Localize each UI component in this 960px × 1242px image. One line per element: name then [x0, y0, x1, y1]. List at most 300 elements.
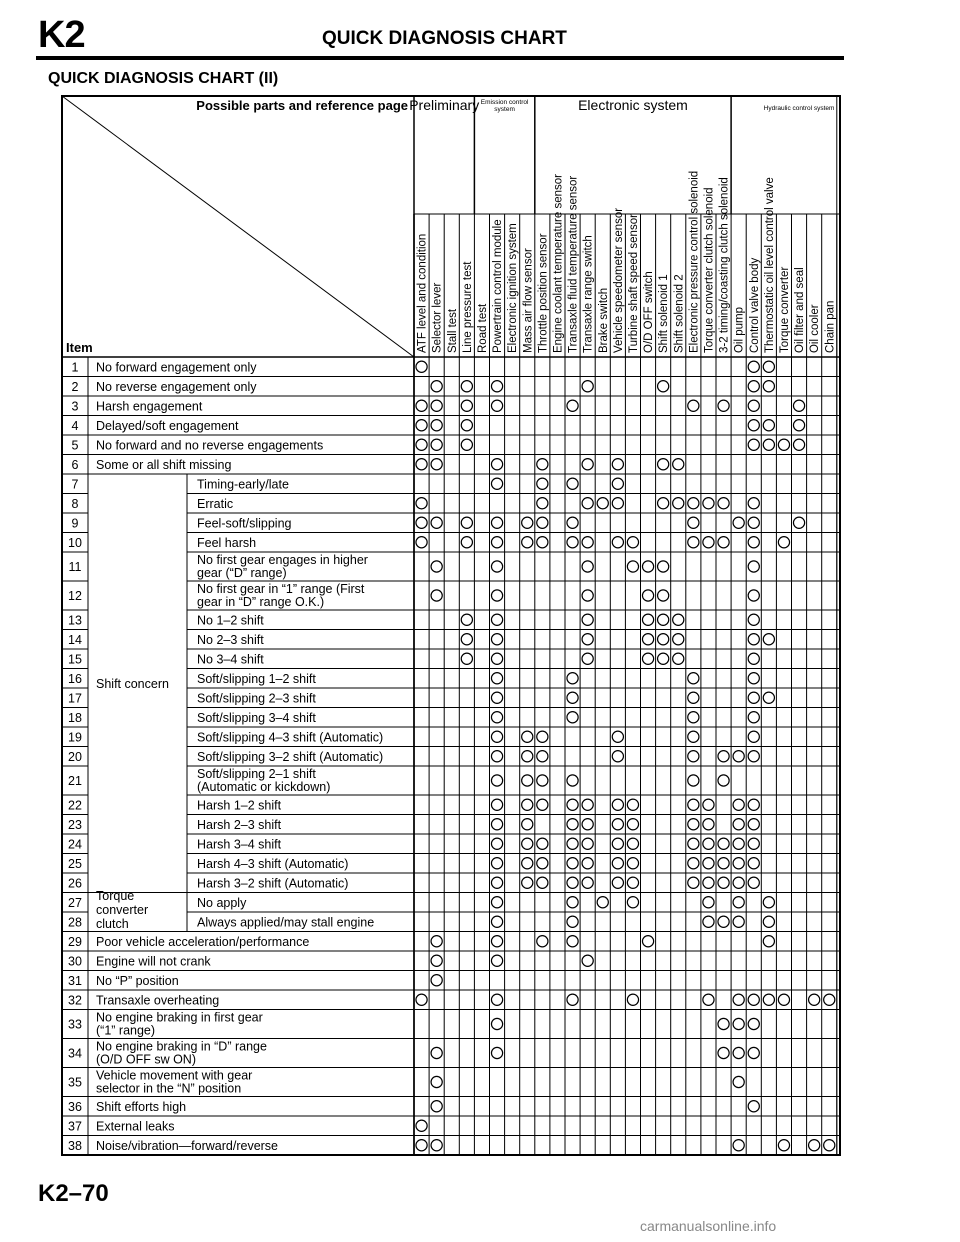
marker-circle: [491, 799, 502, 810]
marker-circle: [688, 692, 699, 703]
marker-circle: [491, 653, 502, 664]
marker-circle: [491, 1018, 502, 1029]
row-number: 23: [68, 817, 82, 832]
column-label: Thermostatic oil level control valve: [763, 177, 776, 353]
marker-circle: [748, 498, 759, 509]
marker-circle: [597, 498, 608, 509]
subgroup-label: clutch: [96, 917, 129, 931]
marker-circle: [461, 634, 472, 645]
row-number: 2: [71, 379, 79, 394]
row-label: No engine braking in “D” range (O/D OFF sw ON): [96, 1039, 267, 1067]
marker-circle: [567, 775, 578, 786]
marker-circle: [567, 799, 578, 810]
marker-circle: [733, 1018, 744, 1029]
row-number: 8: [71, 496, 79, 511]
row-label: No 1–2 shift: [197, 613, 264, 628]
column-label: Shift solenoid 2: [673, 274, 686, 353]
marker-circle: [612, 478, 623, 489]
marker-circle: [748, 1047, 759, 1058]
column-label: Torque converter: [778, 266, 791, 353]
marker-circle: [537, 799, 548, 810]
subgroup-label: Torque: [96, 889, 135, 903]
marker-circle: [416, 498, 427, 509]
marker-circle: [733, 517, 744, 528]
row-number: 25: [68, 856, 82, 871]
row-label: Soft/slipping 3–4 shift: [197, 710, 316, 725]
marker-circle: [763, 361, 774, 372]
column-label: Control valve body: [748, 257, 761, 353]
marker-circle: [658, 381, 669, 392]
marker-circle: [582, 838, 593, 849]
marker-circle: [642, 590, 653, 601]
marker-circle: [733, 1047, 744, 1058]
row-number: 31: [68, 973, 82, 988]
marker-circle: [733, 799, 744, 810]
marker-circle: [582, 498, 593, 509]
marker-circle: [491, 459, 502, 470]
column-label: Chain pan: [824, 300, 837, 353]
marker-circle: [491, 775, 502, 786]
marker-circle: [431, 1101, 442, 1112]
item-header: Item: [66, 340, 93, 355]
marker-circle: [431, 1140, 442, 1151]
marker-circle: [763, 916, 774, 927]
marker-circle: [537, 517, 548, 528]
row-label: Feel harsh: [197, 535, 257, 550]
marker-circle: [537, 459, 548, 470]
marker-circle: [491, 936, 502, 947]
marker-circle: [582, 858, 593, 869]
row-number: 20: [68, 749, 82, 764]
marker-circle: [793, 420, 804, 431]
column-label: Line pressure test: [461, 261, 474, 353]
marker-circle: [567, 673, 578, 684]
marker-circle: [567, 877, 578, 888]
marker-circle: [537, 858, 548, 869]
marker-circle: [537, 498, 548, 509]
marker-circle: [567, 712, 578, 723]
marker-circle: [416, 1140, 427, 1151]
marker-circle: [718, 916, 729, 927]
row-label: Vehicle movement with gear selector in the “N” position: [96, 1068, 253, 1096]
row-label: Erratic: [197, 496, 234, 511]
row-label: Shift efforts high: [96, 1099, 187, 1114]
marker-circle: [748, 561, 759, 572]
marker-circle: [733, 1140, 744, 1151]
group-label: system: [494, 106, 515, 113]
watermark: carmanualsonline.info: [640, 1218, 777, 1234]
marker-circle: [733, 916, 744, 927]
marker-circle: [748, 994, 759, 1005]
section-code: K2: [38, 14, 85, 56]
row-number: 13: [68, 613, 82, 628]
marker-circle: [491, 673, 502, 684]
row-number: 26: [68, 876, 82, 891]
row-number: 22: [68, 798, 82, 813]
row-label: Soft/slipping 2–1 shift (Automatic or kickdown): [197, 767, 331, 794]
row-label: External leaks: [96, 1119, 175, 1134]
marker-circle: [718, 498, 729, 509]
row-number: 10: [68, 535, 82, 550]
marker-circle: [567, 994, 578, 1005]
marker-circle: [703, 916, 714, 927]
marker-circle: [778, 537, 789, 548]
marker-circle: [612, 877, 623, 888]
marker-circle: [658, 653, 669, 664]
marker-circle: [627, 819, 638, 830]
row-label: No apply: [197, 895, 247, 910]
marker-circle: [673, 459, 684, 470]
marker-circle: [703, 799, 714, 810]
marker-circle: [748, 614, 759, 625]
marker-circle: [416, 361, 427, 372]
marker-circle: [461, 400, 472, 411]
row-number: 35: [68, 1075, 82, 1090]
marker-circle: [491, 916, 502, 927]
row-number: 1: [71, 360, 79, 375]
row-number: 11: [68, 560, 82, 574]
row-label: Soft/slipping 4–3 shift (Automatic): [197, 730, 384, 745]
marker-circle: [824, 1140, 835, 1151]
marker-circle: [612, 858, 623, 869]
marker-circle: [431, 955, 442, 966]
marker-circle: [567, 858, 578, 869]
marker-circle: [733, 994, 744, 1005]
marker-circle: [582, 459, 593, 470]
marker-circle: [688, 400, 699, 411]
marker-circle: [431, 936, 442, 947]
marker-circle: [627, 858, 638, 869]
marker-circle: [748, 517, 759, 528]
column-label: Stall test: [446, 308, 459, 353]
marker-circle: [763, 439, 774, 450]
row-number: 17: [68, 691, 82, 706]
column-label: Selector lever: [431, 282, 444, 353]
marker-circle: [431, 381, 442, 392]
marker-circle: [537, 478, 548, 489]
marker-circle: [778, 994, 789, 1005]
row-number: 36: [68, 1099, 82, 1114]
marker-circle: [703, 819, 714, 830]
marker-circle: [431, 561, 442, 572]
marker-circle: [688, 673, 699, 684]
marker-circle: [416, 537, 427, 548]
marker-circle: [461, 614, 472, 625]
marker-circle: [491, 561, 502, 572]
marker-circle: [612, 838, 623, 849]
marker-circle: [733, 751, 744, 762]
row-number: 27: [68, 895, 82, 910]
marker-circle: [748, 653, 759, 664]
marker-circle: [522, 819, 533, 830]
marker-circle: [416, 400, 427, 411]
row-number: 18: [68, 710, 82, 725]
marker-circle: [431, 400, 442, 411]
marker-circle: [491, 838, 502, 849]
marker-circle: [627, 561, 638, 572]
page-number: K2–70: [38, 1180, 109, 1207]
marker-circle: [658, 634, 669, 645]
marker-circle: [748, 361, 759, 372]
row-label: Soft/slipping 2–3 shift: [197, 691, 316, 706]
marker-circle: [809, 994, 820, 1005]
marker-circle: [748, 819, 759, 830]
marker-circle: [597, 897, 608, 908]
marker-circle: [431, 459, 442, 470]
marker-circle: [491, 858, 502, 869]
marker-circle: [718, 537, 729, 548]
marker-circle: [642, 653, 653, 664]
marker-circle: [461, 439, 472, 450]
marker-circle: [522, 877, 533, 888]
row-number: 28: [68, 915, 82, 930]
marker-circle: [567, 916, 578, 927]
marker-circle: [809, 1140, 820, 1151]
row-label: No first gear engages in higher gear (“D” range): [197, 553, 368, 580]
marker-circle: [793, 439, 804, 450]
marker-circle: [567, 537, 578, 548]
marker-circle: [461, 420, 472, 431]
group-label: Preliminary: [409, 97, 480, 113]
marker-circle: [763, 634, 774, 645]
group-label: Emission control: [480, 99, 529, 106]
marker-circle: [688, 838, 699, 849]
marker-circle: [748, 673, 759, 684]
marker-circle: [688, 731, 699, 742]
marker-circle: [793, 400, 804, 411]
marker-circle: [567, 838, 578, 849]
row-label: Harsh 3–4 shift: [197, 837, 282, 852]
row-label: Noise/vibration—forward/reverse: [96, 1138, 279, 1153]
marker-circle: [491, 955, 502, 966]
marker-circle: [673, 634, 684, 645]
marker-circle: [567, 936, 578, 947]
marker-circle: [763, 897, 774, 908]
marker-circle: [718, 838, 729, 849]
marker-circle: [733, 897, 744, 908]
column-label: Oil cooler: [809, 304, 822, 353]
marker-circle: [703, 537, 714, 548]
marker-circle: [491, 478, 502, 489]
subgroup-label: Shift concern: [96, 676, 169, 691]
marker-circle: [567, 400, 578, 411]
marker-circle: [461, 537, 472, 548]
row-label: Soft/slipping 1–2 shift: [197, 671, 316, 686]
column-label: Transaxle fluid temperature sensor: [567, 175, 580, 353]
marker-circle: [461, 517, 472, 528]
marker-circle: [582, 819, 593, 830]
marker-circle: [778, 1140, 789, 1151]
marker-circle: [537, 838, 548, 849]
row-number: 7: [71, 477, 79, 492]
marker-circle: [763, 936, 774, 947]
marker-circle: [522, 858, 533, 869]
marker-circle: [537, 775, 548, 786]
marker-circle: [733, 858, 744, 869]
column-label: Oil filter and seal: [794, 267, 807, 353]
marker-circle: [522, 751, 533, 762]
marker-circle: [733, 819, 744, 830]
marker-circle: [522, 517, 533, 528]
marker-circle: [416, 994, 427, 1005]
row-number: 14: [68, 632, 82, 647]
marker-circle: [431, 517, 442, 528]
row-label: Harsh engagement: [96, 399, 203, 414]
marker-circle: [688, 877, 699, 888]
column-label: Electronic ignition system: [507, 223, 520, 353]
marker-circle: [461, 653, 472, 664]
row-label: No reverse engagement only: [96, 379, 257, 394]
row-number: 34: [68, 1046, 82, 1061]
marker-circle: [703, 994, 714, 1005]
row-label: Harsh 2–3 shift: [197, 817, 282, 832]
marker-circle: [748, 692, 759, 703]
marker-circle: [688, 537, 699, 548]
row-label: Harsh 3–2 shift (Automatic): [197, 876, 349, 891]
marker-circle: [582, 799, 593, 810]
marker-circle: [718, 858, 729, 869]
row-number: 16: [68, 671, 82, 686]
marker-circle: [733, 838, 744, 849]
row-number: 9: [71, 516, 79, 531]
row-label: No forward and no reverse engagements: [96, 438, 324, 453]
row-number: 32: [68, 993, 82, 1008]
marker-circle: [703, 498, 714, 509]
marker-circle: [431, 439, 442, 450]
marker-circle: [748, 420, 759, 431]
marker-circle: [491, 537, 502, 548]
marker-circle: [612, 799, 623, 810]
row-label: Harsh 4–3 shift (Automatic): [197, 856, 349, 871]
marker-circle: [627, 897, 638, 908]
column-label: Shift solenoid 1: [658, 274, 671, 353]
marker-circle: [612, 459, 623, 470]
marker-circle: [491, 517, 502, 528]
column-label: Vehicle speedometer sensor: [612, 207, 625, 353]
column-label: 3-2 timing/coasting clutch solenoid: [718, 177, 731, 353]
marker-circle: [703, 858, 714, 869]
column-label: Transaxle range switch: [582, 235, 595, 353]
marker-circle: [431, 420, 442, 431]
marker-circle: [748, 799, 759, 810]
marker-circle: [748, 1018, 759, 1029]
row-number: 29: [68, 934, 82, 949]
row-number: 12: [68, 589, 82, 603]
marker-circle: [537, 877, 548, 888]
marker-circle: [627, 994, 638, 1005]
marker-circle: [763, 420, 774, 431]
marker-circle: [627, 799, 638, 810]
marker-circle: [416, 1120, 427, 1131]
marker-circle: [688, 819, 699, 830]
marker-circle: [627, 838, 638, 849]
marker-circle: [612, 819, 623, 830]
marker-circle: [763, 692, 774, 703]
marker-circle: [431, 1076, 442, 1087]
marker-circle: [431, 590, 442, 601]
column-label: Oil pump: [733, 306, 746, 353]
marker-circle: [522, 537, 533, 548]
row-label: Timing-early/late: [197, 477, 289, 492]
marker-circle: [431, 975, 442, 986]
chart-title: QUICK DIAGNOSIS CHART (II): [48, 70, 279, 87]
marker-circle: [688, 517, 699, 528]
marker-circle: [416, 420, 427, 431]
marker-circle: [582, 537, 593, 548]
row-number: 33: [68, 1017, 82, 1032]
section-title: QUICK DIAGNOSIS CHART: [322, 28, 567, 49]
marker-circle: [491, 731, 502, 742]
marker-circle: [522, 731, 533, 742]
row-label: No 3–4 shift: [197, 652, 264, 667]
marker-circle: [642, 936, 653, 947]
marker-circle: [703, 838, 714, 849]
row-number: 24: [68, 837, 82, 852]
marker-circle: [748, 838, 759, 849]
marker-circle: [748, 400, 759, 411]
marker-circle: [491, 590, 502, 601]
marker-circle: [491, 897, 502, 908]
subgroup-label: converter: [96, 903, 149, 917]
group-label: Electronic system: [578, 97, 688, 113]
marker-circle: [642, 614, 653, 625]
marker-circle: [491, 1047, 502, 1058]
marker-circle: [688, 498, 699, 509]
row-label: Soft/slipping 3–2 shift (Automatic): [197, 749, 384, 764]
row-number: 38: [68, 1138, 82, 1153]
marker-circle: [703, 877, 714, 888]
marker-circle: [688, 775, 699, 786]
marker-circle: [673, 614, 684, 625]
marker-circle: [582, 634, 593, 645]
row-label: Some or all shift missing: [96, 457, 232, 472]
marker-circle: [748, 537, 759, 548]
marker-circle: [673, 653, 684, 664]
marker-circle: [522, 799, 533, 810]
marker-circle: [718, 400, 729, 411]
marker-circle: [522, 775, 533, 786]
marker-circle: [582, 955, 593, 966]
marker-circle: [673, 498, 684, 509]
marker-circle: [537, 936, 548, 947]
marker-circle: [491, 692, 502, 703]
column-label: Road test: [476, 303, 489, 353]
marker-circle: [748, 858, 759, 869]
marker-circle: [567, 692, 578, 703]
corner-diagonal: [62, 96, 414, 357]
row-label: Poor vehicle acceleration/performance: [96, 934, 310, 949]
column-label: Powertrain control module: [492, 219, 505, 353]
corner-label: Possible parts and reference page: [196, 98, 408, 113]
marker-circle: [793, 517, 804, 528]
column-label: Electronic pressure control solenoid: [688, 170, 701, 353]
row-label: Always applied/may stall engine: [197, 915, 375, 930]
marker-circle: [642, 634, 653, 645]
marker-circle: [658, 459, 669, 470]
marker-circle: [491, 751, 502, 762]
marker-circle: [416, 517, 427, 528]
marker-circle: [718, 1047, 729, 1058]
row-number: 30: [68, 954, 82, 969]
row-number: 15: [68, 652, 82, 667]
marker-circle: [763, 994, 774, 1005]
marker-circle: [748, 712, 759, 723]
marker-circle: [748, 877, 759, 888]
row-number: 19: [68, 730, 82, 745]
marker-circle: [733, 1076, 744, 1087]
row-label: Engine will not crank: [96, 954, 211, 969]
row-label: No engine braking in first gear (“1” range): [96, 1010, 263, 1038]
